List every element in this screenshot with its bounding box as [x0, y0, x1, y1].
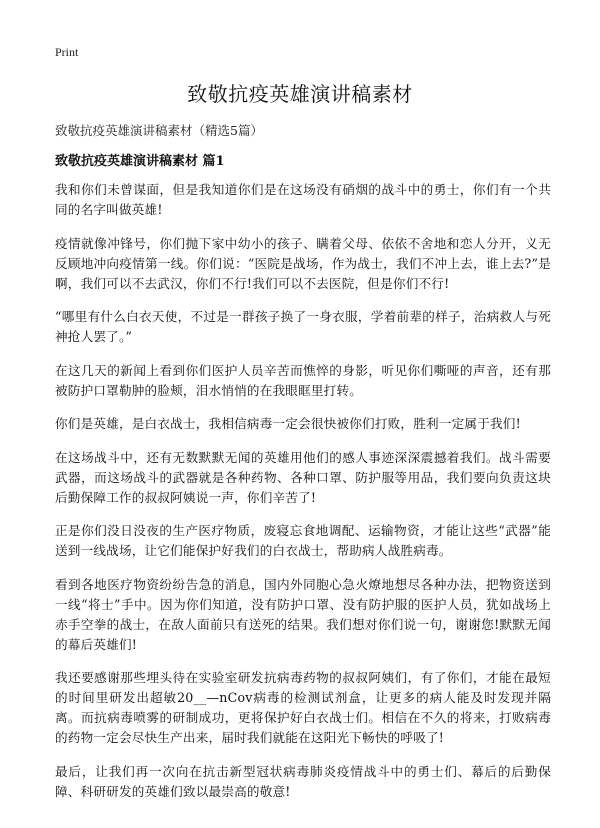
document-title: 致敬抗疫英雄演讲稿素材: [187, 82, 413, 106]
paragraph: 正是你们没日没夜的生产医疗物质，废寝忘食地调配、运输物资，才能让这些“武器”能送到一线战场，让它们能保护好我们的白衣战士，帮助病人战胜病毒。: [55, 523, 551, 558]
paragraph: 看到各地医疗物资纷纷告急的消息，国内外同胞心急火燎地想尽各种办法，把物资送到一线“将士”手中。因为你们知道，没有防护口罩、没有防护服的医护人员，犹如战场上赤手空拳的战士，在敌人面前只有送死的结果。我们想对你们说一句，谢谢您!默默无闻的幕后英雄们!: [55, 576, 551, 652]
paragraph: 你们是英雄，是白衣战士，我相信病毒一定会很快被你们打败，胜利一定属于我们!: [55, 416, 521, 431]
paragraph: 疫情就像冲锋号，你们抛下家中幼小的孩子、瞒着父母、依依不舍地和恋人分开，义无反顾地冲向疫情第一线。你们说：“医院是战场，作为战士，我们不冲上去，谁上去?”是啊，我们可以不去武汉，你们不行!我们可以不去医院，但是你们不行!: [55, 235, 551, 291]
paragraph: 我和你们未曾谋面，但是我知道你们是在这场没有硝烟的战斗中的勇士，你们有一个共同的名字叫做英雄!: [55, 182, 551, 217]
paragraph: 我还要感谢那些埋头待在实验室研发抗病毒药物的叔叔阿姨们，有了你们，才能在最短的时间里研发出超敏20__—nCov病毒的检测试剂盒，让更多的病人能及时发现并隔离。而抗病毒喷雾的研制成功，更将保护好白衣战士们。相信在不久的将来，打败病毒的药物一定会尽快生产出来，届时我们就能在这阳光下畅快的呼吸了!: [55, 670, 551, 745]
paragraph: 在这场战斗中，还有无数默默无闻的英雄用他们的感人事迹深深震撼着我们。战斗需要武器，而这场战斗的武器就是各种药物、各种口罩、防护服等用品，我们要向负责这块后勤保障工作的叔叔阿姨说一声，你们辛苦了!: [55, 449, 551, 505]
paragraph: 在这几天的新闻上看到你们医护人员辛苦而憔悴的身影，听见你们嘶哑的声音，还有那被防护口罩勒肿的脸颊，泪水悄悄的在我眼眶里打转。: [55, 362, 551, 398]
document-subtitle: 致敬抗疫英雄演讲稿素材（精选5篇）: [55, 123, 263, 138]
section-heading: 致敬抗疫英雄演讲稿素材 篇1: [55, 154, 225, 169]
print-link[interactable]: Print: [55, 45, 79, 59]
document-body: [55, 180, 551, 815]
paragraph: 最后，让我们再一次向在抗击新型冠状病毒肺炎疫情战斗中的勇士们、幕后的后勤保障、科研研发的英雄们致以最崇高的敬意!: [55, 763, 551, 799]
paragraph: “哪里有什么白衣天使，不过是一群孩子换了一身衣服，学着前辈的样子，治病救人与死神抢人罢了。”: [55, 309, 551, 344]
